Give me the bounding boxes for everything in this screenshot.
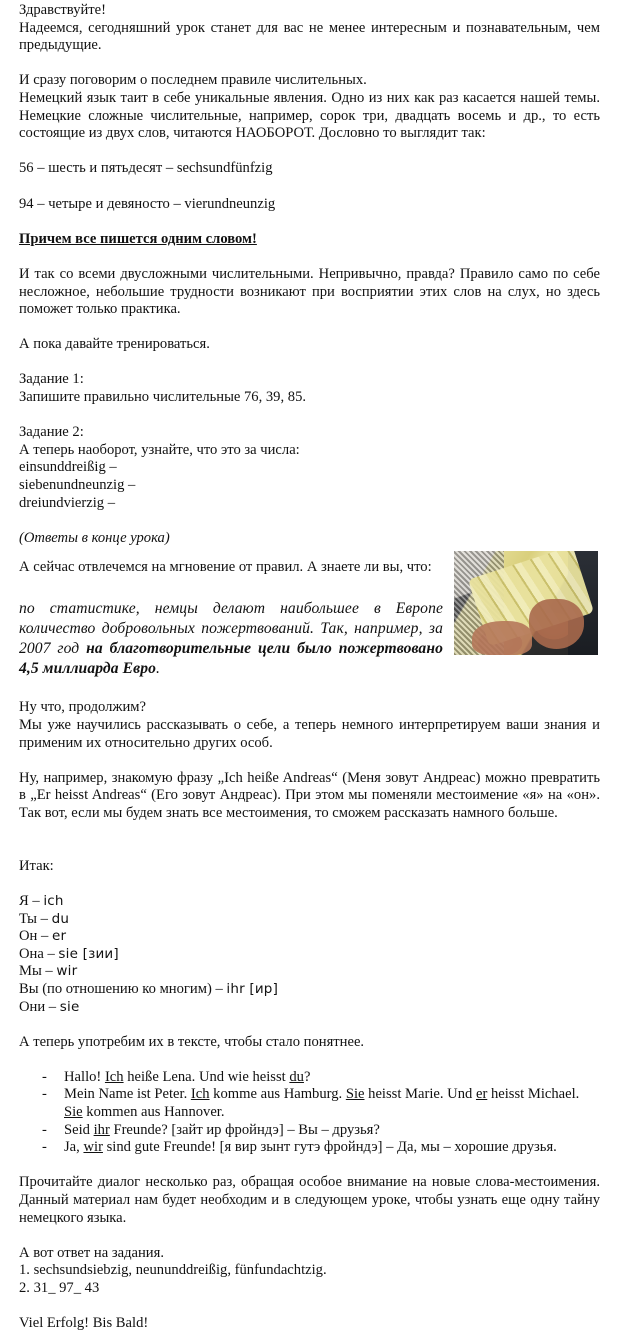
- pronoun-ru: Она –: [19, 945, 59, 962]
- dialog-line: [19, 1069, 600, 1087]
- pronoun-ru: Он –: [19, 928, 52, 945]
- one-word-note: Причем все пишется одним словом!: [19, 230, 257, 247]
- pronoun-row: [19, 963, 600, 981]
- greeting: Здравствуйте!: [19, 2, 107, 18]
- dialog-text: ?: [303, 1068, 311, 1085]
- dialog-text: Seid: [64, 1121, 94, 1138]
- pronoun-row: [19, 981, 600, 999]
- dialog-line: [19, 1139, 600, 1157]
- example-phrase-paragraph: Ну, например, знакомую фразу „Ich heiße Andreas“ (Меня зовут Андреас) можно превратить в „Er heisst Andreas“ (Его зовут Андреас). При этом мы поменяли местоимение «я» на «он». Так вот, если мы будем знать все местоимения, то сможем рассказать намного больше.: [19, 769, 600, 821]
- pronoun-ru: Я –: [19, 892, 44, 909]
- rule-paragraph: Немецкий язык таит в себе уникальные явления. Одно из них как раз касается нашей темы. Немецкие сложные числительные, например, сорок три, двадцать восемь и др., то есть состоящие из двух слов, читаются НАОБОРОТ. Дословно то выглядит так:: [19, 89, 600, 142]
- pronoun-highlight: du: [289, 1068, 304, 1085]
- pronoun-de: sie: [59, 998, 80, 1015]
- task1-title: Задание 1:: [19, 371, 84, 388]
- dialog-text: Mein Name ist Peter.: [64, 1086, 191, 1103]
- dialog-text: sind gute Freunde! [я вир зынт гутэ фройндэ] – Да, мы – хорошие друзья.: [102, 1139, 557, 1156]
- dialog-text: kommen aus Hannover.: [82, 1104, 225, 1121]
- pronoun-highlight: Sie: [64, 1104, 83, 1121]
- dialog-text: Freunde? [зайт ир фройндэ] – Вы – друзья?: [109, 1121, 380, 1138]
- task1-text: Запишите правильно числительные 76, 39, 85.: [19, 389, 307, 406]
- itak-label: Итак:: [19, 857, 54, 874]
- task2-text: А теперь наоборот, узнайте, что это за числа:: [19, 441, 300, 458]
- fact-lead: А сейчас отвлечемся на мгновение от правил. А знаете ли вы, что:: [19, 559, 432, 576]
- example-56: 56 – шесть и пятьдесят – sechsundfünfzig: [19, 160, 273, 177]
- task2-item: dreiundvierzig –: [19, 494, 116, 511]
- pronoun-list: [19, 893, 600, 1016]
- fact-text-part1: по статистике, немцы делают наибольшее в Европе количество добровольных пожертвований. Так, например, за 2007 год: [19, 600, 443, 658]
- bullet-dash: -: [42, 1086, 47, 1103]
- pronoun-de: wir: [56, 963, 78, 980]
- pronoun-highlight: Sie: [345, 1086, 365, 1103]
- pronoun-de: er: [51, 928, 67, 945]
- dialog-text: heisst Marie. Und: [364, 1086, 476, 1103]
- dialog-line: [19, 1122, 600, 1140]
- fact-text-end: .: [156, 660, 161, 678]
- continue-question: Ну что, продолжим?: [19, 699, 147, 716]
- pronoun-de: du: [51, 910, 70, 927]
- pronoun-row: [19, 946, 600, 964]
- fact-text: [19, 599, 443, 679]
- answer-2: 2. 31_ 97_ 43: [19, 1280, 100, 1296]
- pronoun-de: ich: [43, 892, 64, 909]
- pronoun-ru: Ты –: [19, 910, 52, 927]
- fact-section: [19, 547, 600, 677]
- example-94: 94 – четыре и девяносто – vierundneunzig: [19, 195, 276, 212]
- task2-title: Задание 2:: [19, 424, 84, 441]
- bullet-dash: -: [42, 1121, 47, 1138]
- continue-paragraph: Мы уже научились рассказывать о себе, а теперь немного интерпретируем ваши знания и применим их относительно других особ.: [19, 717, 600, 751]
- pronoun-row: [19, 928, 600, 946]
- pronoun-ru: Мы –: [19, 963, 57, 980]
- answers-note: (Ответы в конце урока): [19, 529, 170, 546]
- farewell: Viel Erfolg! Bis Bald!: [19, 1315, 149, 1332]
- rule-heading: И сразу поговорим о последнем правиле числительных.: [19, 72, 367, 89]
- pronoun-row: [19, 999, 600, 1017]
- dialog-text: heisst Michael.: [487, 1086, 580, 1103]
- pronoun-highlight: Ich: [104, 1068, 124, 1085]
- train-line: А пока давайте тренироваться.: [19, 336, 210, 353]
- dialog-text: Ja,: [64, 1139, 84, 1156]
- dialog-line: [19, 1086, 600, 1121]
- pronoun-row: [19, 893, 600, 911]
- dialog-text: Hallo!: [64, 1068, 105, 1085]
- pronoun-highlight: ihr: [93, 1121, 110, 1138]
- bullet-dash: -: [42, 1068, 47, 1085]
- pronoun-highlight: Ich: [190, 1086, 210, 1103]
- dialog-text: komme aus Hamburg.: [209, 1086, 346, 1103]
- pronoun-de: ihr [ир]: [226, 980, 279, 997]
- pronoun-row: [19, 911, 600, 929]
- dialog-list: [19, 1069, 600, 1157]
- bullet-dash: -: [42, 1139, 47, 1156]
- pronoun-highlight: er: [475, 1086, 488, 1103]
- read-dialog-paragraph: Прочитайте диалог несколько раз, обращая особое внимание на новые слова-местоимения. Данный материал нам будет необходим и в следующем уроке, чтобы узнать еще одну тайну немецкого языка.: [19, 1174, 600, 1226]
- answer-1: 1. sechsundsiebzig, neununddreißig, fünfundachtzig.: [19, 1262, 327, 1279]
- pronoun-de: sie [зии]: [58, 945, 119, 962]
- pronoun-ru: Они –: [19, 998, 60, 1015]
- lesson-document: [19, 2, 600, 1333]
- euro-banknotes-photo: [454, 551, 598, 655]
- fact-text-bold: на благотворительные цели было пожертвовано 4,5 миллиарда Евро: [19, 640, 443, 678]
- pronoun-highlight: wir: [83, 1139, 103, 1156]
- pronoun-ru: Вы (по отношению ко многим) –: [19, 980, 227, 997]
- task2-item: siebenundneunzig –: [19, 477, 136, 494]
- usage-intro: А теперь употребим их в тексте, чтобы стало понятнее.: [19, 1033, 365, 1050]
- task2-item: einsunddreißig –: [19, 459, 117, 476]
- dialog-text: heiße Lena. Und wie heisst: [123, 1068, 290, 1085]
- practice-paragraph: И так со всеми двусложными числительными. Непривычно, правда? Правило само по себе несложное, небольшие трудности возникают при восприятии этих слов на слух, но здесь поможет только практика.: [19, 265, 600, 318]
- intro-paragraph: Надеемся, сегодняшний урок станет для вас не менее интересным и познавательным, чем предыдущие.: [19, 19, 600, 54]
- answers-title: А вот ответ на задания.: [19, 1244, 164, 1261]
- photo-hand: [472, 621, 532, 655]
